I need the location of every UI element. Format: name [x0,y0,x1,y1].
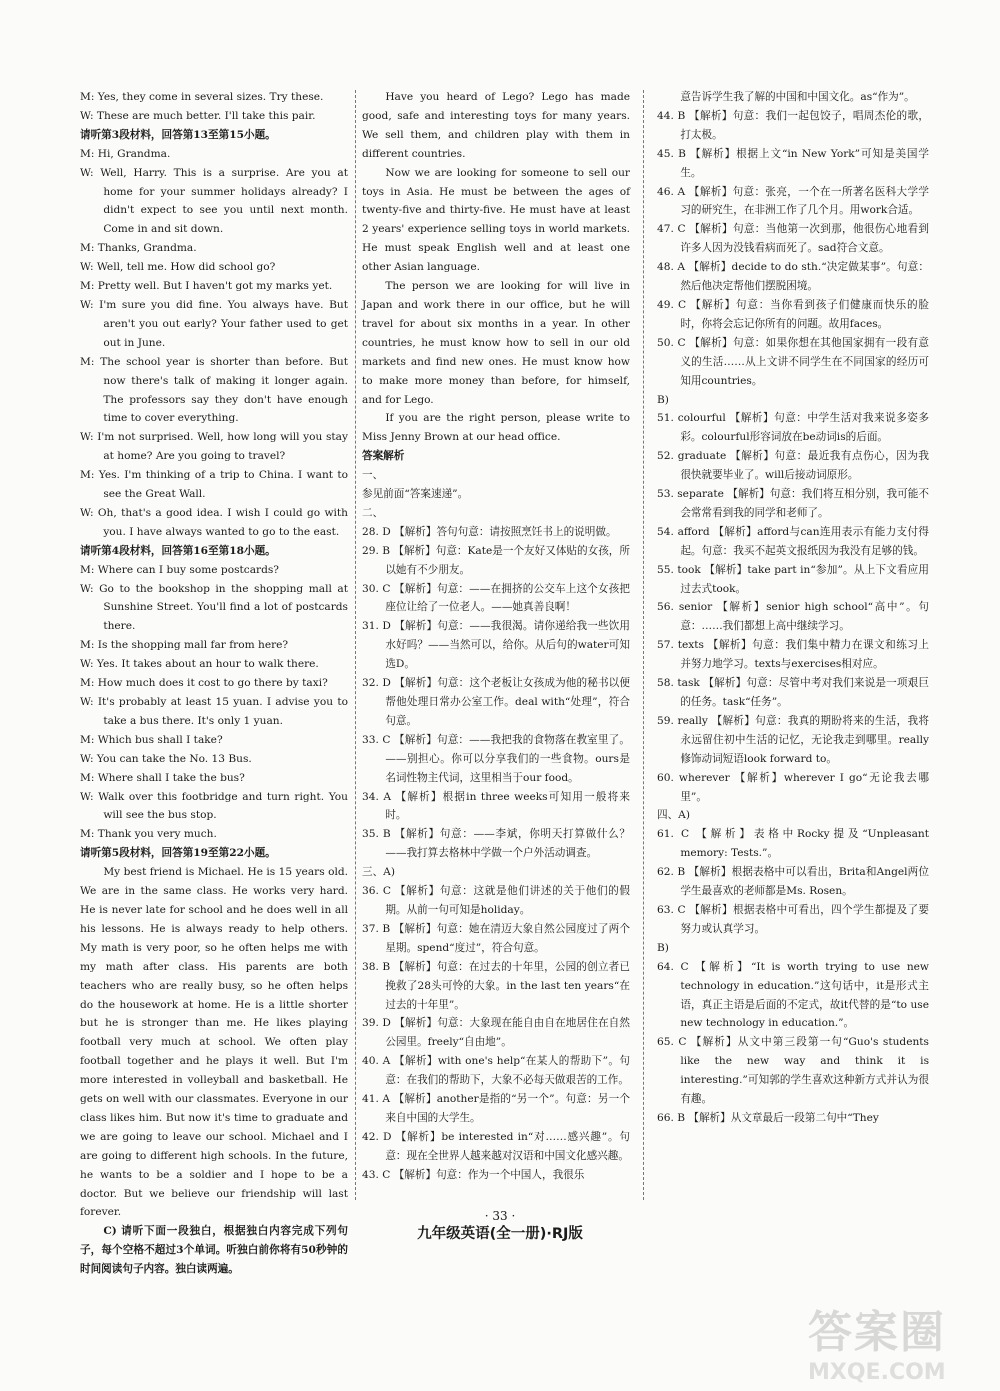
dialogue-line: M: Yes, they come in several sizes. Try these. [80,91,324,103]
dialogue-line: W: Well, tell me. How did school go? [80,261,276,274]
answer-item: 38. B 【解析】句意：在过去的十年里，公园的创立者已挽救了28头可怜的大象。in the last ten years“在过去的十年里”。 [362,960,630,1011]
section-instruction: C) 请听下面一段独白，根据独白内容完成下列句子，每个空格不超过3个单词。听独白前你将有50秒钟的时间阅读句子内容。独白读两遍。 [80,1225,348,1276]
column-left [80,88,348,1279]
passage-paragraph: Have you heard of Lego? Lego has made good, safe and interesting toys for many years. We sell them, and children play with them in different countries. [362,91,630,160]
section-number: 四、A) [657,809,690,822]
answer-item: 59. really 【解析】句意：我真的期盼将来的生活，我将永远留住初中生活的记忆，无论我走到哪里。really修饰动词短语look forward to。 [657,714,929,765]
answer-item: 29. B 【解析】句意：Kate是一个友好又体贴的女孩，所以她有不少朋友。 [362,544,630,576]
section-instruction: 请听第4段材料，回答第16至第18小题。 [80,544,276,557]
dialogue-line: M: Which bus shall I take? [80,733,223,746]
answer-item: 36. C 【解析】句意：这就是他们讲述的关于他们的假期。从前一句可知是holiday。 [362,885,630,916]
answer-item: 30. C 【解析】句意：——在拥挤的公交车上这个女孩把座位让给了一位老人。——她真善良啊！ [362,582,630,614]
page-number: · 33 · [484,1209,516,1223]
section-number: B) [657,393,669,406]
dialogue-line: M: Hi, Grandma. [80,147,171,160]
answer-item: 58. task 【解析】句意：尽管中考对我们来说是一项艰巨的任务。task“任务”。 [657,677,929,708]
answer-item: 31. D 【解析】句意：——我很渴。请你递给我一些饮用水好吗？——当然可以，给你。从后句的water可知选D。 [362,620,630,671]
answer-item: 34. A 【解析】根据in three weeks可知用一般将来时。 [362,790,630,822]
section-number: 二、 [362,506,384,519]
answer-item: 42. D 【解析】be interested in“对……感兴趣”。句意：现在全世界人越来越对汉语和中国文化感兴趣。 [362,1130,630,1162]
answer-item: 52. graduate 【解析】句意：最近我有点伤心，因为我很快就要毕业了。will后接动词原形。 [657,450,929,482]
column-middle [362,88,630,1185]
dialogue-line: W: These are much better. I'll take this pair. [80,109,316,122]
answer-item: 66. B 【解析】从文章最后一段第二句中“They [657,1111,879,1124]
answer-item: 39. D 【解析】句意：大象现在能自由自在地居住在自然公园里。freely“自由地”。 [362,1017,630,1049]
answer-item: 62. B 【解析】根据表格中可以看出，Brita和Angel两位学生最喜欢的老师都是Ms. Rosen。 [657,866,929,898]
dialogue-line: W: I'm sure you did fine. You always have. But aren't you out early? Your father used to get out in June. [80,298,348,349]
dialogue-line: M: The school year is shorter than before. But now there's talk of making it longer again. The professors say they don't have enough time to cover everything. [80,355,348,425]
dialogue-line: W: Yes. It takes about an hour to walk there. [80,658,319,671]
answer-item: 33. C 【解析】句意：——我把我的食物落在教室里了。——别担心。你可以分享我们的一些食物。ours是名词性物主代词，这里相当于our food。 [362,733,630,784]
dialogue-line: W: Go to the bookshop in the shopping mall at Sunshine Street. You'll find a lot of postcards there. [80,582,348,633]
answer-item: 35. B 【解析】句意：——李斌，你明天打算做什么？——我打算去格林中学做一个户外活动调查。 [362,828,630,860]
answer-item: 60. wherever 【解析】wherever I go“无论我去哪里”。 [657,771,929,803]
answer-item: 40. A 【解析】with one's help“在某人的帮助下”。句意：在我们的帮助下，大象不必每天做艰苦的工作。 [362,1055,630,1087]
answer-item: 50. C 【解析】句意：如果你想在其他国家拥有一段有意义的生活……从上文讲不同学生在不同国家的经历可知用countries。 [657,336,929,387]
passage-paragraph: The person we are looking for will live in Japan and work there in our office, but he will travel for about six months in a year. In other countries, he must know how to sell in our old markets and find new ones. He must know how to make more money than before, for himself, and for Lego. [362,280,630,406]
passage-paragraph: Now we are looking for someone to sell our toys in Asia. He must be between the ages of twenty-five and thirty-five. He must have at least 2 years' experience selling toys in world markets. He must speak English well and at least one other Asian language. [362,166,630,274]
answer-heading: 答案解析 [362,450,405,463]
page-footer [0,1208,1000,1244]
column-divider [355,90,356,1200]
dialogue-line: W: Well, Harry. This is a surprise. Are you at home for your summer holidays already? I didn't expect to see you until next month. Come in and sit down. [80,166,348,236]
section-number: 三、A) [362,866,395,879]
book-title: 九年级英语(全一册)·RJ版 [417,1226,583,1242]
answer-item: 43. C 【解析】句意：作为一个中国人，我很乐 [362,1168,585,1181]
dialogue-line: M: Where can I buy some postcards? [80,563,279,576]
answer-item-continued: 意告诉学生我了解的中国和中国文化。as“作为”。 [680,91,915,103]
dialogue-line: M: Where shall I take the bus? [80,771,245,784]
answer-item: 49. C 【解析】句意：当你看到孩子们健康而快乐的脸时，你将会忘记你所有的问题。故用faces。 [657,298,929,330]
answer-item: 54. afford 【解析】afford与can连用表示有能力支付得起。句意：我买不起英文报纸因为我没有足够的钱。 [657,525,929,557]
answer-item: 44. B 【解析】句意：我们一起包饺子，唱周杰伦的歌，打太极。 [657,109,929,141]
dialogue-line: M: Thank you very much. [80,828,217,841]
answer-item: 37. B 【解析】句意：她在清迈大象自然公园度过了两个星期。spend“度过”，符合句意。 [362,922,630,954]
answer-item: 53. separate 【解析】句意：我们将互相分别，我可能不会常常看到我的同学和老师了。 [657,488,929,519]
dialogue-line: W: Oh, that's a good idea. I wish I could go with you. I have always wanted to go to the east. [80,506,348,538]
answer-item: 32. D 【解析】句意：这个老板让女孩成为他的秘书以便帮他处理日常办公室工作。deal with“处理”，符合句意。 [362,677,630,727]
answer-item: 64. C 【解析】“It is worth trying to use new technology in education.”这句话中，it是形式主语，真正主语是后面的不定式，故it代替的是“to use new technology in education.”。 [657,960,929,1030]
answer-item: 63. C 【解析】根据表格中可看出，四个学生都提及了要努力或认真学习。 [657,903,929,935]
column-right [657,88,929,1128]
answer-note: 参见前面“答案速递”。 [362,488,469,501]
answer-item: 46. A 【解析】句意：张亮，一个在一所著名医科大学学习的研究生，在非洲工作了几个月。用work合适。 [657,185,929,217]
answer-item: 47. C 【解析】句意：当他第一次到那，他很伤心地看到许多人因为没钱看病而死了。sad符合文意。 [657,223,929,255]
dialogue-line: W: I'm not surprised. Well, how long will you stay at home? Are you going to travel? [80,431,348,463]
answer-item: 51. colourful 【解析】句意：中学生活对我来说多姿多彩。colourful形容词放在be动词is的后面。 [657,412,929,444]
dialogue-line: M: How much does it cost to go there by taxi? [80,677,328,690]
answer-item: 48. A 【解析】decide to do sth.“决定做某事”。句意：然后他决定帮他们摆脱困境。 [657,261,929,293]
answer-item: 65. C 【解析】从文中第三段第一句“Guo's students like the new way and think it is interesting.”可知郭的学生喜欢这种新方式并认为很有趣。 [657,1036,929,1106]
passage-paragraph: If you are the right person, please write to Miss Jenny Brown at our head office. [362,412,630,444]
watermark-logo: 答案圈 MXQE.COM [808,1307,946,1385]
answer-item: 56. senior 【解析】senior high school“高中”。句意：……我们都想上高中继续学习。 [657,601,929,633]
section-instruction: 请听第3段材料，回答第13至第15小题。 [80,128,276,141]
column-divider [643,90,644,1200]
answer-item: 61. C 【解析】表格中Rocky提及“Unpleasant memory: Tests.”。 [657,828,929,860]
section-number: B) [657,941,669,954]
dialogue-line: W: You can take the No. 13 Bus. [80,752,252,765]
section-number: 一、 [362,469,384,482]
dialogue-line: W: It's probably at least 15 yuan. I advise you to take a bus there. It's only 1 yuan. [80,696,348,727]
dialogue-line: W: Walk over this footbridge and turn right. You will see the bus stop. [80,790,348,822]
answer-item: 55. took 【解析】take part in“参加”。从上下文看应用过去式took。 [657,563,929,595]
section-instruction: 请听第5段材料，回答第19至第22小题。 [80,847,276,860]
dialogue-line: M: Thanks, Grandma. [80,242,197,255]
answer-item: 41. A 【解析】another是指的“另一个”。句意：另一个来自中国的大学生。 [362,1093,630,1124]
answer-item: 28. D 【解析】答句句意：请按照烹饪书上的说明做。 [362,525,617,538]
dialogue-line: M: Is the shopping mall far from here? [80,639,289,652]
answer-item: 45. B 【解析】根据上文“in New York”可知是美国学生。 [657,147,929,179]
monologue-paragraph: My best friend is Michael. He is 15 years old. We are in the same class. He works very hard. He is never late for school and he does well in all his lessons. He is always ready to help others. My math is very poor, so he often helps me with my math after class. His parents are both teachers who are really busy, so he often helps do the housework at home. He is a little shorter but he is stronger than me. He likes playing football very much at school. We often play football together and he plays it well. But I'm more interested in volleyball and basketball. He gets on well with our classmates. Everyone in our class likes him. But now it's time to graduate and we are going to leave our school. Michael and I are going to different high schools. In the future, he wants to be a soldier and I hope to be a doctor. But we believe our friendship will last forever. [80,866,348,1219]
answer-item: 57. texts 【解析】句意：我们集中精力在课文和练习上并努力地学习。texts与exercises相对应。 [657,639,929,671]
dialogue-line: M: Pretty well. But I haven't got my marks yet. [80,280,333,293]
dialogue-line: M: Yes. I'm thinking of a trip to China. I want to see the Great Wall. [80,469,348,501]
